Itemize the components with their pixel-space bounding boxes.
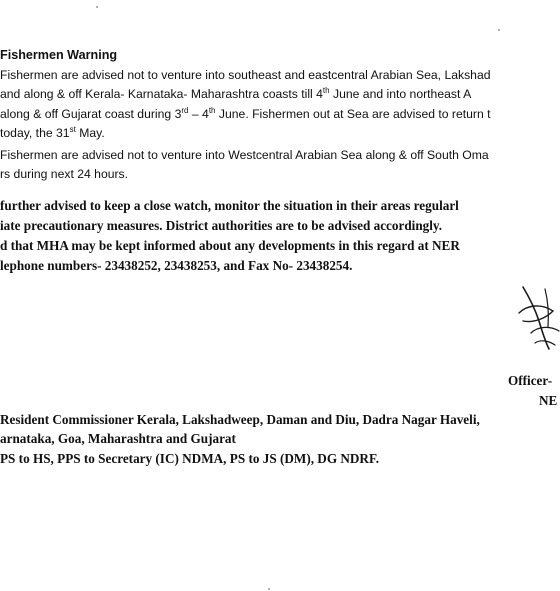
- scan-speck: [96, 6, 98, 8]
- scan-speck: [498, 29, 500, 31]
- officer-office: NE: [539, 393, 558, 409]
- warning-line-3: along & off Gujarat coast during 3rd – 4th June. Fishermen out at Sea are advised to return t: [0, 106, 491, 121]
- section-heading: Fishermen Warning: [0, 48, 118, 62]
- officer-designation: Officer-: [508, 373, 553, 389]
- distribution-line-3: PS to HS, PPS to Secretary (IC) NDMA, PS to JS (DM), DG NDRF.: [0, 451, 380, 466]
- warning-line-4: today, the 31st May.: [0, 125, 105, 140]
- distribution-line-2: arnataka, Goa, Maharashtra and Gujarat: [0, 431, 236, 446]
- warning-line-2: and along & off Kerala- Karnataka- Maharashtra coasts till 4th June and into northeast A: [0, 86, 472, 101]
- advisory-line-2: iate precautionary measures. District authorities are to be advised accordingly.: [0, 218, 443, 233]
- scan-speck: [268, 588, 270, 590]
- advisory-line-4: lephone numbers- 23438252, 23438253, and Fax No- 23438254.: [0, 258, 353, 273]
- distribution-line-1: Resident Commissioner Kerala, Lakshadweep, Daman and Diu, Dadra Nagar Haveli,: [0, 412, 480, 427]
- warning-line-5: Fishermen are advised not to venture into Westcentral Arabian Sea along & off South Oma: [0, 148, 489, 162]
- signature-mark: [515, 283, 560, 355]
- warning-line-1: Fishermen are advised not to venture into southeast and eastcentral Arabian Sea, Lakshad: [0, 68, 491, 82]
- advisory-line-1: further advised to keep a close watch, monitor the situation in their areas regularl: [0, 198, 459, 213]
- advisory-line-3: d that MHA may be kept informed about any developments in this regard at NER: [0, 238, 460, 253]
- warning-line-6: rs during next 24 hours.: [0, 167, 129, 181]
